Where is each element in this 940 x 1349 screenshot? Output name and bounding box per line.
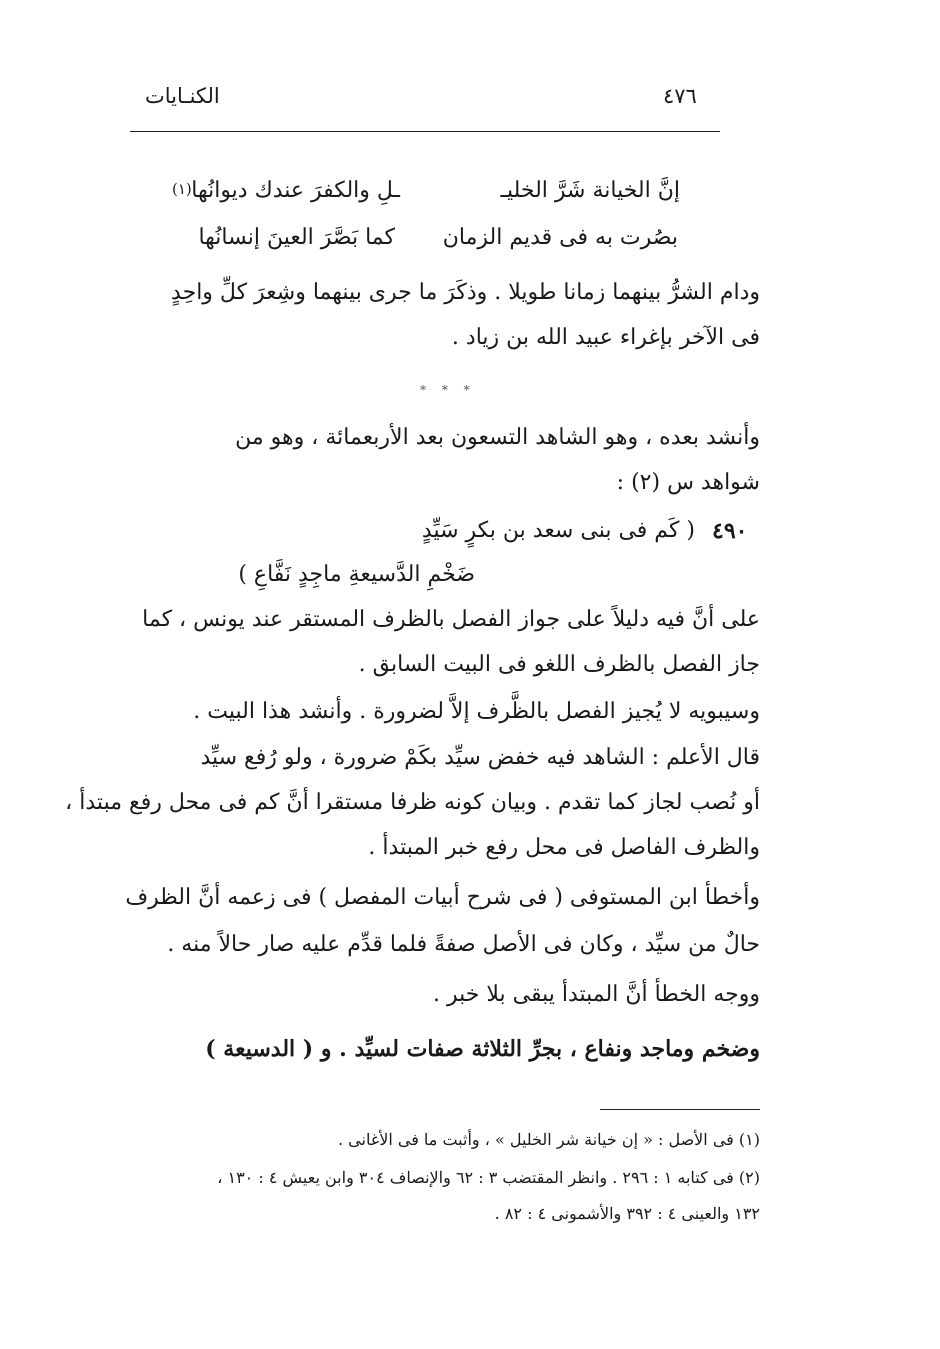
body-line-2: جاز الفصل بالظرف اللغو فى البيت السابق . [358, 652, 760, 677]
paragraph-1-line-1: ودام الشرُّ بينهما زمانا طويلا . وذكَرَ ما جرى بينهما وشِعرَ كلِّ واحِدٍ [171, 280, 760, 305]
footnote-2-line-1: (٢) فى كتابه ١ : ٢٩٦ . وانظر المقتضب ٣ : ٦٢ والإنصاف ٣٠٤ وابن يعيش ٤ : ١٣٠ ، [217, 1168, 760, 1187]
verse2-line1: ( كَم فى بنى سعد بن بكرٍ سَيِّدٍ [421, 518, 695, 543]
body-line-4: قال الأعلم : الشاهد فيه خفض سيِّد بكَمْ ضرورة ، ولو رُفع سيِّد [200, 745, 760, 770]
body-line-6: والظرف الفاصل فى محل رفع خبر المبتدأ . [368, 835, 760, 860]
body-line-5: أو نُصب لجاز كما تقدم . وبيان كونه ظرفا مستقرا أنَّ كم فى محل رفع مبتدأ ، [65, 790, 760, 815]
paragraph-2-line-1: وأنشد بعده ، وهو الشاهد التسعون بعد الأربعمائة ، وهو من [235, 425, 760, 450]
verse1-line2-hemistich-right: بصُرت به فى قديم الزمان [442, 225, 678, 250]
verse2-line2: ضَخْمِ الدَّسيعةِ ماجِدٍ نَفَّاعِ ) [238, 562, 475, 587]
verse1-line1-hemistich-right: إنَّ الخيانة شَرَّ الخليـ [500, 178, 680, 203]
footnote-1: (١) فى الأصل : « إن خيانة شر الخليل » ، وأثبت ما فى الأغانى . [338, 1130, 760, 1149]
body-line-10: وضخم وماجد ونفاع ، بجرِّ الثلاثة صفات لسيِّد . و ( الدسيعة ) [205, 1036, 760, 1062]
body-line-7: وأخطأ ابن المستوفى ( فى شرح أبيات المفصل ) فى زعمه أنَّ الظرف [125, 885, 760, 910]
footnote-ref-1: (١) [172, 180, 192, 198]
paragraph-1-line-2: فى الآخر بإغراء عبيد الله بن زياد . [451, 325, 760, 350]
page-number: ٤٧٦ [663, 84, 697, 108]
verse1-line1-hemistich-left: ـلِ والكفرَ عندك ديوانُها [191, 178, 400, 203]
witness-number: ٤٩٠ [712, 518, 748, 544]
section-separator: * * * [420, 383, 476, 397]
footnote-2-line-2: ١٣٢ والعينى ٤ : ٣٩٢ والأشمونى ٤ : ٨٢ . [494, 1204, 760, 1223]
body-line-8: حالٌ من سيِّد ، وكان فى الأصل صفةً فلما قدِّم عليه صار حالاً منه . [167, 932, 760, 957]
body-line-1: على أنَّ فيه دليلاً على جواز الفصل بالظرف المستقر عند يونس ، كما [142, 607, 760, 632]
body-line-9: ووجه الخطأ أنَّ المبتدأ يبقى بلا خبر . [433, 982, 760, 1007]
body-line-3: وسيبويه لا يُجيز الفصل بالظَّرف إلاَّ لضرورة . وأنشد هذا البيت . [193, 699, 760, 724]
footnote-rule [600, 1109, 760, 1110]
verse1-line2-hemistich-left: كما بَصَّرَ العينَ إنسانُها [198, 225, 395, 250]
running-title: الكنـايات [145, 84, 220, 108]
header-rule [130, 131, 720, 132]
paragraph-2-line-2: شواهد س (٢) : [616, 470, 760, 495]
